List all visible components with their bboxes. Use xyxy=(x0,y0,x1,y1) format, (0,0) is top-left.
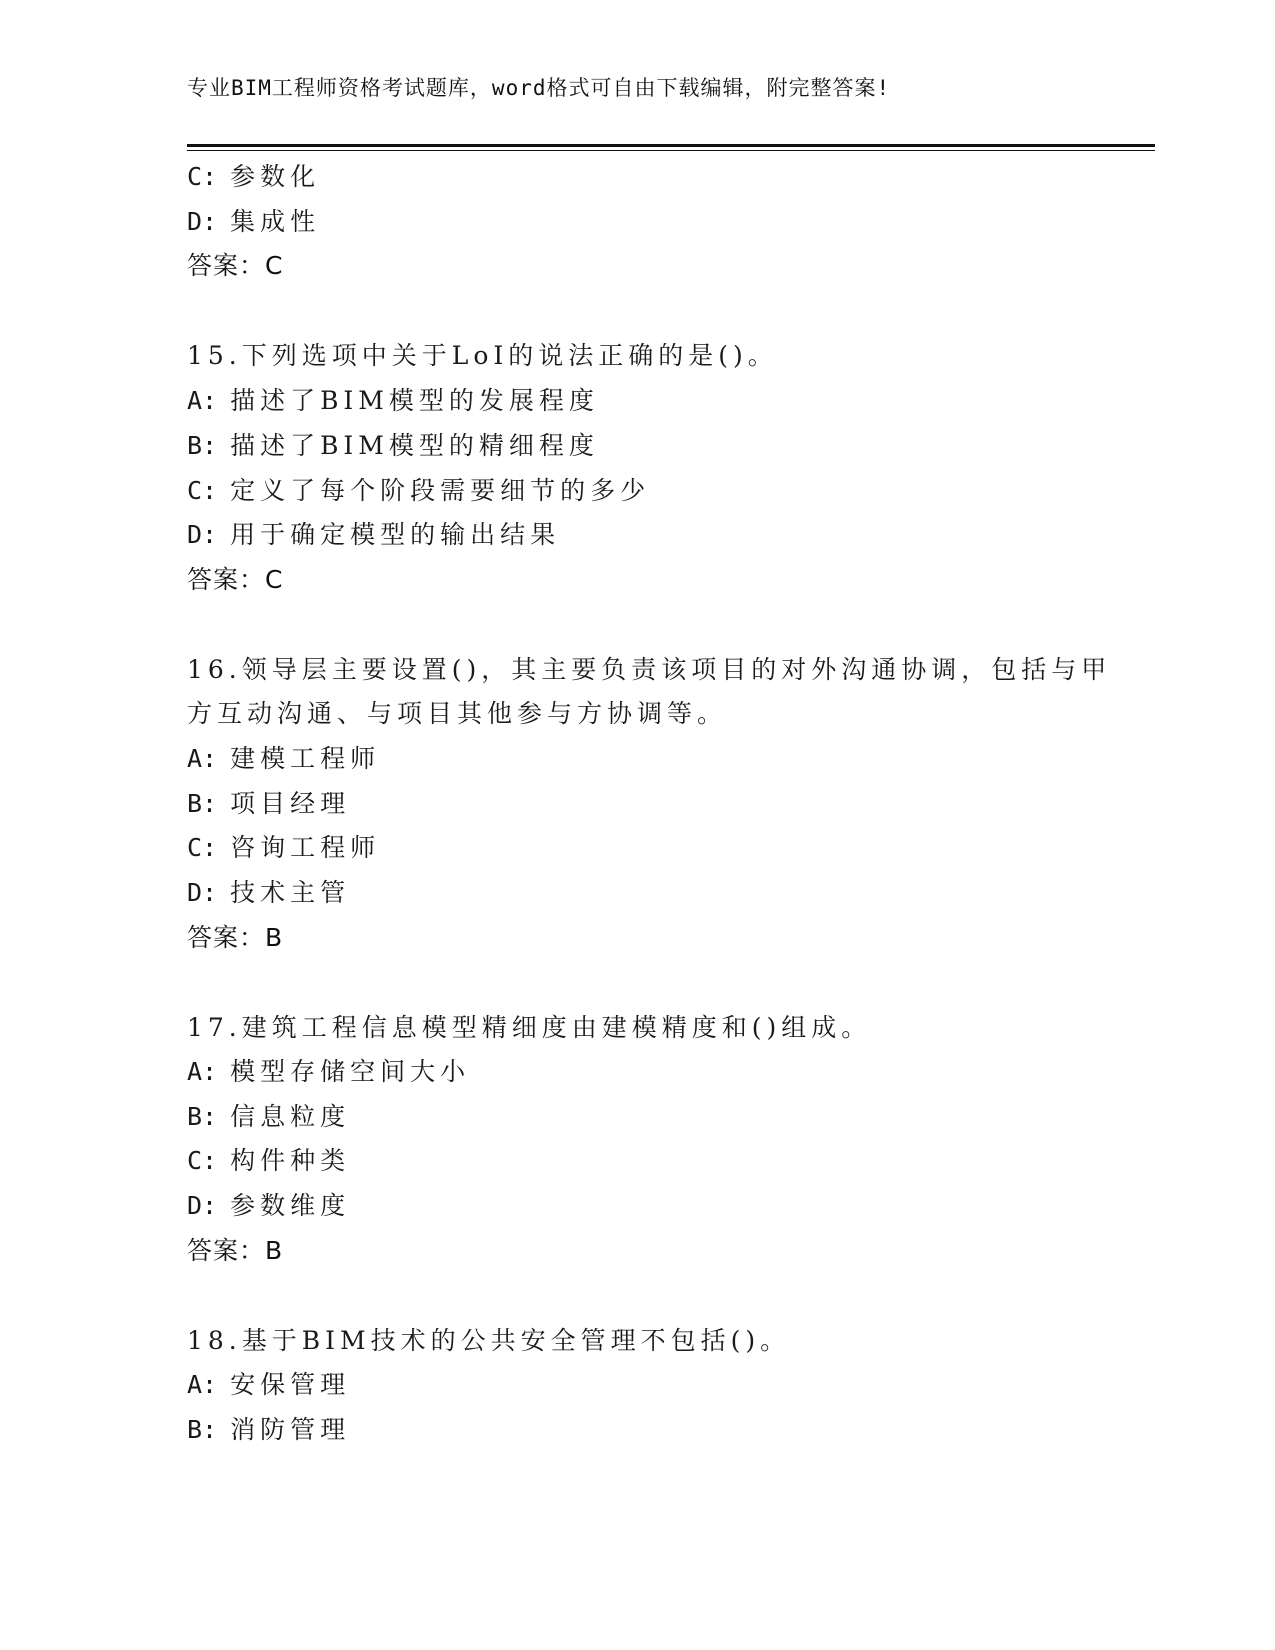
question-stem: 方互动沟通、与项目其他参与方协调等。 xyxy=(187,699,728,728)
option-line: D: 参数维度 xyxy=(187,1191,351,1220)
answer-line: 答案：B xyxy=(187,923,284,952)
option-line: B: 描述了BIM模型的精细程度 xyxy=(187,431,599,460)
answer-line: 答案：C xyxy=(187,251,284,280)
option-line: B: 消防管理 xyxy=(187,1415,351,1444)
question-stem: 18.基于BIM技术的公共安全管理不包括()。 xyxy=(187,1326,791,1355)
option-line: A: 描述了BIM模型的发展程度 xyxy=(187,386,599,415)
option-line: D: 用于确定模型的输出结果 xyxy=(187,520,561,549)
question-stem: 16.领导层主要设置()，其主要负责该项目的对外沟通协调，包括与甲 xyxy=(187,655,1112,684)
page-header: 专业BIM工程师资格考试题库，word格式可自由下载编辑，附完整答案! xyxy=(187,76,891,100)
question-stem: 17.建筑工程信息模型精细度由建模精度和()组成。 xyxy=(187,1013,872,1042)
option-line: A: 安保管理 xyxy=(187,1370,351,1399)
header-rule-thin xyxy=(187,150,1155,151)
option-line: D: 集成性 xyxy=(187,207,321,236)
option-line: C: 参数化 xyxy=(187,162,321,191)
option-line: A: 建模工程师 xyxy=(187,744,381,773)
option-line: B: 信息粒度 xyxy=(187,1102,351,1131)
option-line: C: 构件种类 xyxy=(187,1146,351,1175)
answer-line: 答案：B xyxy=(187,1236,284,1265)
answer-line: 答案：C xyxy=(187,565,284,594)
question-stem: 15.下列选项中关于LoI的说法正确的是()。 xyxy=(187,341,778,370)
option-line: A: 模型存储空间大小 xyxy=(187,1057,471,1086)
option-line: B: 项目经理 xyxy=(187,789,351,818)
header-rule-thick xyxy=(187,144,1155,147)
option-line: C: 咨询工程师 xyxy=(187,833,381,862)
option-line: D: 技术主管 xyxy=(187,878,351,907)
option-line: C: 定义了每个阶段需要细节的多少 xyxy=(187,476,651,505)
